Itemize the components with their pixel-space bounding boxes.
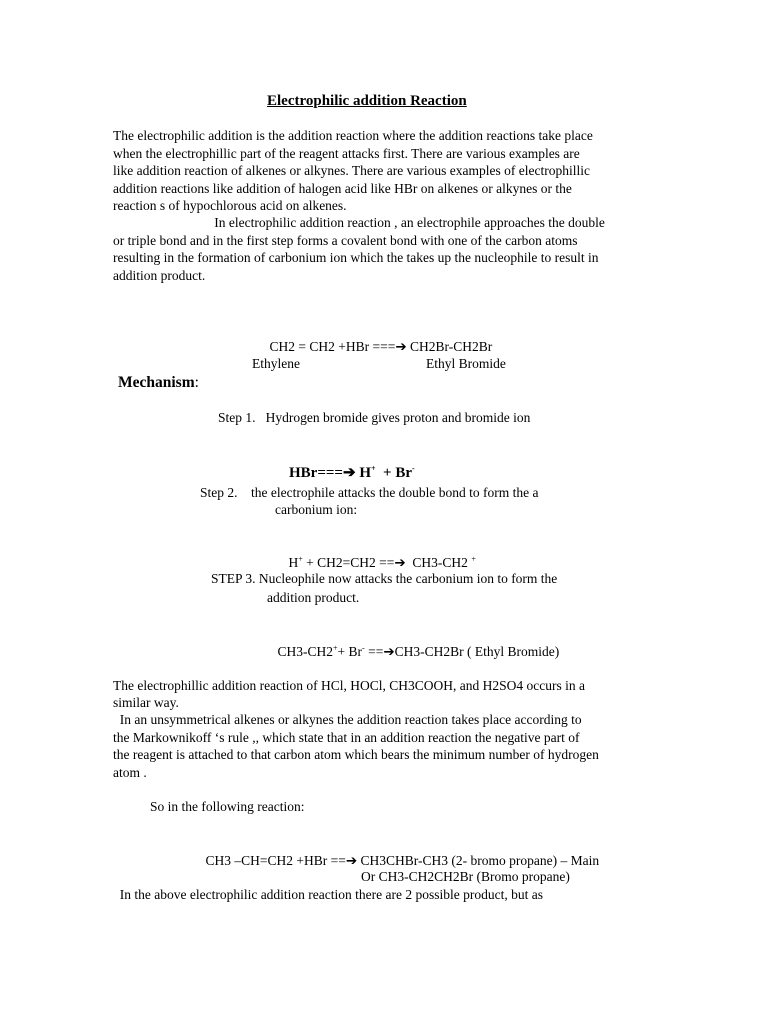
charge-sup: + — [333, 643, 338, 652]
intro-line: resulting in the formation of carbonium ion which the takes up the nucleophile to result in — [113, 250, 599, 265]
body-line: the reagent is attached to that carbon atom which bears the minimum number of hydrogen — [113, 747, 599, 762]
document-title: Electrophilic addition Reaction — [267, 93, 467, 109]
body-line: In the above electrophilic addition reaction there are 2 possible product, but as — [113, 887, 543, 902]
equation-products: CH3-CH2Br ( Ethyl Bromide) — [394, 643, 560, 659]
arrow-icon: ➔ — [383, 643, 395, 659]
equation-reactants: CH2 = CH2 +HBr === — [269, 338, 396, 354]
arrow-icon: ➔ — [395, 338, 407, 354]
equation-bromide: + Br — [337, 643, 363, 659]
equation-proton: H — [288, 554, 299, 570]
step-2-line: carbonium ion: — [275, 502, 358, 517]
arrow-icon: ➔ — [394, 554, 406, 570]
body-line: atom . — [113, 765, 147, 780]
equation-reactants: HBr=== — [289, 464, 343, 481]
intro-line: or triple bond and in the first step forms a covalent bond with one of the carbon atoms — [113, 233, 578, 248]
charge-sup: + — [370, 463, 376, 473]
step-2-line: Step 2. the electrophile attacks the double bond to form the a — [200, 485, 539, 500]
step-1-text: Step 1. Hydrogen bromide gives proton and bromide ion — [218, 410, 531, 425]
intro-line: when the electrophillic part of the reagent attacks first. There are various examples are — [113, 146, 580, 161]
equation-products: CH3CHBr-CH3 (2- bromo propane) – Main — [357, 852, 600, 868]
intro-line: addition product. — [113, 268, 206, 283]
intro-line: like addition reaction of alkenes or alkynes. There are various examples of electrophillic — [113, 163, 590, 178]
arrow-icon: ➔ — [342, 464, 356, 481]
arrow-icon: ➔ — [345, 852, 358, 868]
charge-sup: - — [362, 643, 365, 652]
charge-sup: + — [471, 554, 476, 563]
equation-reactants: + CH2=CH2 == — [302, 554, 395, 570]
equation-bromide: + Br — [375, 464, 413, 481]
body-line: The electrophillic addition reaction of HCl, HOCl, CH3COOH, and H2SO4 occurs in a — [113, 678, 586, 693]
intro-line: addition reactions like addition of halogen acid like HBr on alkenes or alkynes or the — [113, 181, 572, 196]
charge-sup: + — [298, 554, 303, 563]
mechanism-label: Mechanism — [118, 374, 195, 391]
product-name: Ethyl Bromide — [426, 356, 506, 371]
step-3-equation — [264, 625, 559, 678]
intro-line: reaction s of hypochlorous acid on alkenes. — [113, 198, 347, 213]
mechanism-heading — [118, 374, 199, 392]
body-line: In an unsymmetrical alkenes or alkynes the addition reaction takes place according to — [113, 712, 582, 727]
equation-reactants: CH3 –CH=CH2 +HBr == — [205, 852, 346, 868]
equation-carbonium: CH3-CH2 — [277, 643, 334, 659]
body-line: the Markownikoff ‘s rule ,, which state that in an addition reaction the negative part of — [113, 730, 580, 745]
intro-line: In electrophilic addition reaction , an electrophile approaches the double — [113, 215, 605, 230]
equation-products: CH2Br-CH2Br — [406, 338, 493, 354]
reaction-2-alternate: Or CH3-CH2CH2Br (Bromo propane) — [361, 869, 570, 884]
reactant-name: Ethylene — [252, 356, 300, 371]
step-3-line: STEP 3. Nucleophile now attacks the carbonium ion to form the — [211, 571, 558, 586]
following-text: So in the following reaction: — [150, 799, 305, 814]
body-line: similar way. — [113, 695, 179, 710]
equation-equals: == — [364, 643, 384, 659]
intro-line: The electrophilic addition is the addition reaction where the addition reactions take place — [113, 128, 593, 143]
mechanism-colon: : — [194, 374, 199, 391]
equation-products: CH3-CH2 — [405, 554, 472, 570]
equation-proton: H — [355, 464, 371, 481]
step-3-line: addition product. — [267, 590, 360, 605]
charge-sup: - — [412, 463, 415, 473]
